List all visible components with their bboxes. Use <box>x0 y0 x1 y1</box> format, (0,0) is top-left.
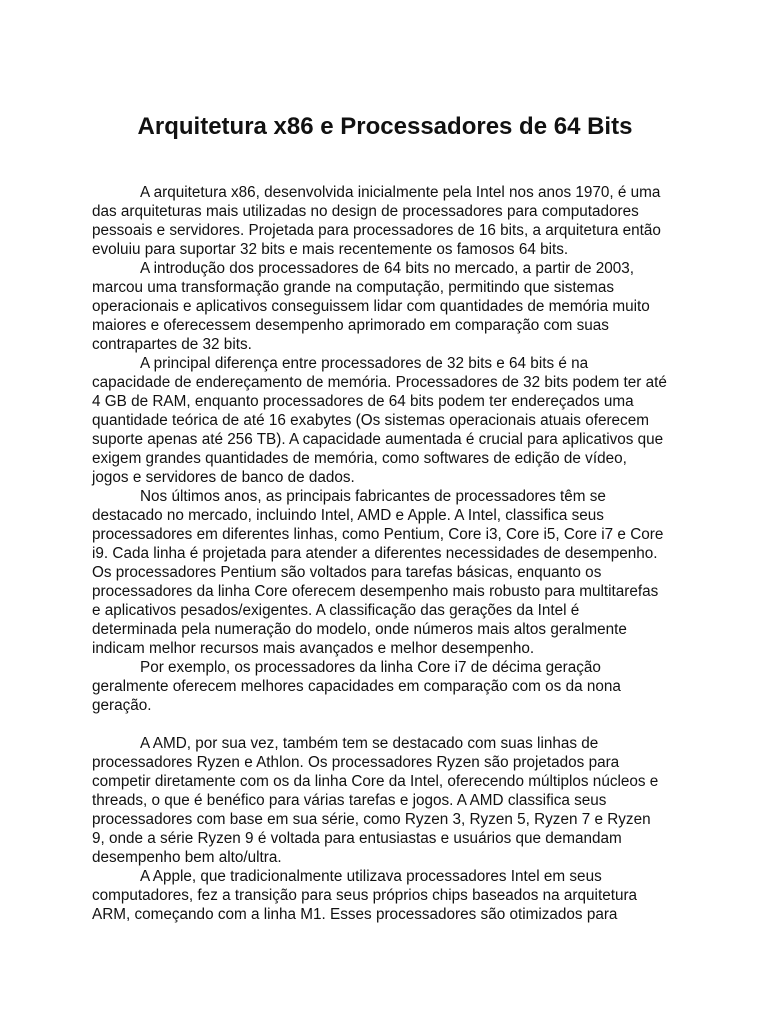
text-line: Por exemplo, os processadores da linha Core i7 de décima geração <box>140 659 601 676</box>
text-line: pessoais e servidores. Projetada para processadores de 16 bits, a arquitetura então <box>92 222 661 239</box>
paragraph-x86-intro <box>92 183 682 259</box>
text-line: suporte apenas até 256 TB). A capacidade aumentada é crucial para aplicativos que <box>92 431 664 448</box>
text-line: e aplicativos pesados/exigentes. A classificação das gerações da Intel é <box>92 602 580 619</box>
text-line: processadores da linha Core oferecem desempenho mais robusto para multitarefas <box>92 583 659 600</box>
text-line: Nos últimos anos, as principais fabricantes de processadores têm se <box>140 488 606 505</box>
paragraph-apple <box>92 867 682 924</box>
text-line: operacionais e aplicativos conseguissem lidar com quantidades de memória muito <box>92 298 650 315</box>
paragraph-amd <box>92 734 682 867</box>
text-line: marcou uma transformação grande na computação, permitindo que sistemas <box>92 279 615 296</box>
text-line: das arquiteturas mais utilizadas no design de processadores para computadores <box>92 203 639 220</box>
text-line: geração. <box>92 697 152 714</box>
text-line: evoluiu para suportar 32 bits e mais recentemente os famosos 64 bits. <box>92 241 569 258</box>
text-line: contrapartes de 32 bits. <box>92 336 252 353</box>
text-line: 4 GB de RAM, enquanto processadores de 64 bits podem ter endereçados uma <box>92 393 634 410</box>
paragraph-example-i7 <box>92 658 682 715</box>
text-line: maiores e oferecessem desempenho aprimorado em comparação com suas <box>92 317 609 334</box>
text-line: ARM, começando com a linha M1. Esses processadores são otimizados para <box>92 906 618 923</box>
text-line: A principal diferença entre processadores de 32 bits e 64 bits é na <box>140 355 589 372</box>
text-line: processadores com base em sua série, como Ryzen 3, Ryzen 5, Ryzen 7 e Ryzen <box>92 811 651 828</box>
text-line: i9. Cada linha é projetada para atender a diferentes necessidades de desempenho. <box>92 545 658 562</box>
text-line: A arquitetura x86, desenvolvida inicialmente pela Intel nos anos 1970, é uma <box>140 184 661 201</box>
text-line: computadores, fez a transição para seus próprios chips baseados na arquitetura <box>92 887 638 904</box>
text-line: Os processadores Pentium são voltados para tarefas básicas, enquanto os <box>92 564 602 581</box>
text-line: determinada pela numeração do modelo, onde números mais altos geralmente <box>92 621 627 638</box>
text-line: desempenho bem alto/ultra. <box>92 849 282 866</box>
text-line: capacidade de endereçamento de memória. Processadores de 32 bits podem ter até <box>92 374 667 391</box>
paragraph-manufacturers-intel <box>92 487 682 658</box>
text-line: exigem grandes quantidades de memória, como softwares de edição de vídeo, <box>92 450 627 467</box>
paragraph-64bit-intro <box>92 259 682 354</box>
blank-line <box>92 715 682 734</box>
document-title: Arquitetura x86 e Processadores de 64 Bits <box>137 113 633 140</box>
text-line: geralmente oferecem melhores capacidades em comparação com os da nona <box>92 678 621 695</box>
text-line: jogos e servidores de banco de dados. <box>92 469 355 486</box>
text-line: processadores Ryzen e Athlon. Os processadores Ryzen são projetados para <box>92 754 620 771</box>
text-line: destacado no mercado, incluindo Intel, AMD e Apple. A Intel, classifica seus <box>92 507 604 524</box>
text-line: quantidade teórica de até 16 exabytes (Os sistemas operacionais atuais oferecem <box>92 412 649 429</box>
text-line: indicam melhor recursos mais avançados e melhor desempenho. <box>92 640 535 657</box>
text-line: A introdução dos processadores de 64 bits no mercado, a partir de 2003, <box>140 260 635 277</box>
paragraph-32-vs-64 <box>92 354 682 487</box>
text-line: competir diretamente com os da linha Core da Intel, oferecendo múltiplos núcleos e <box>92 773 659 790</box>
text-line: 9, onde a série Ryzen 9 é voltada para entusiastas e usuários que demandam <box>92 830 622 847</box>
text-line: processadores em diferentes linhas, como Pentium, Core i3, Core i5, Core i7 e Core <box>92 526 664 543</box>
text-line: threads, o que é benéfico para várias tarefas e jogos. A AMD classifica seus <box>92 792 607 809</box>
text-line: A Apple, que tradicionalmente utilizava processadores Intel em seus <box>140 868 602 885</box>
document-body <box>92 183 682 924</box>
text-line: A AMD, por sua vez, também tem se destacado com suas linhas de <box>140 735 599 752</box>
